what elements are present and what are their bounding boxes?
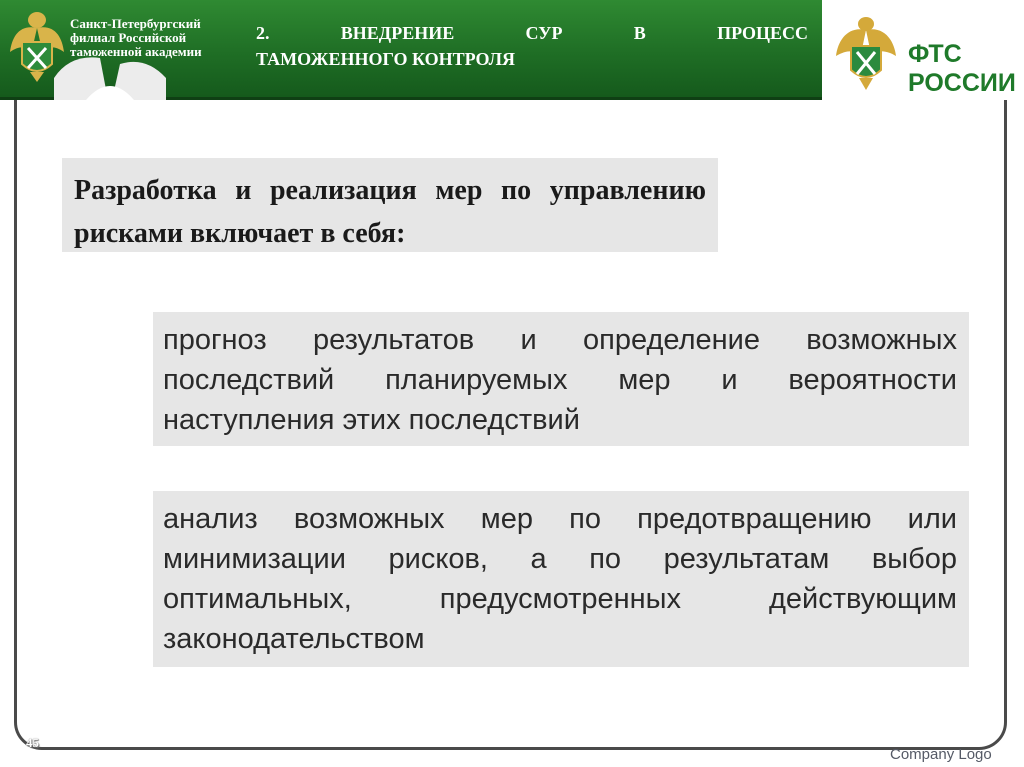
title-word: В	[633, 23, 646, 43]
list-item	[153, 312, 969, 446]
intro-box	[62, 158, 718, 252]
fts-line: ФТС	[908, 40, 962, 68]
slide-title	[256, 20, 808, 72]
title-word: ПРОЦЕСС	[717, 23, 808, 43]
institution-line: Санкт-Петербургский	[70, 16, 201, 31]
list-item-text: прогноз результатов и определение возможных последствий планируемых мер и вероятности наступления этих последствий	[163, 324, 957, 436]
fts-line: РОССИИ	[908, 69, 1016, 97]
title-line-1	[256, 20, 808, 46]
title-word: ВНЕДРЕНИЕ	[340, 23, 455, 43]
page-number: 45	[26, 735, 39, 750]
list-item-text: анализ возможных мер по предотвращению или минимизации рисков, а по результатам выбор оптимальных, предусмотренных действующим законодательством	[163, 503, 957, 655]
slide-header	[0, 0, 1024, 100]
title-line-2: ТАМОЖЕННОГО КОНТРОЛЯ	[256, 49, 515, 69]
fts-logo-text	[908, 40, 1016, 98]
company-logo: Company Logo	[890, 746, 992, 763]
title-word: 2.	[256, 23, 270, 43]
intro-text: Разработка и реализация мер по управлению рисками включает в себя:	[74, 175, 706, 249]
fts-emblem-icon	[834, 12, 898, 94]
institution-name	[70, 17, 250, 59]
title-word: СУР	[525, 23, 563, 43]
institution-line: филиал Российской	[70, 30, 187, 45]
list-item	[153, 491, 969, 667]
institution-line: таможенной академии	[70, 44, 202, 59]
